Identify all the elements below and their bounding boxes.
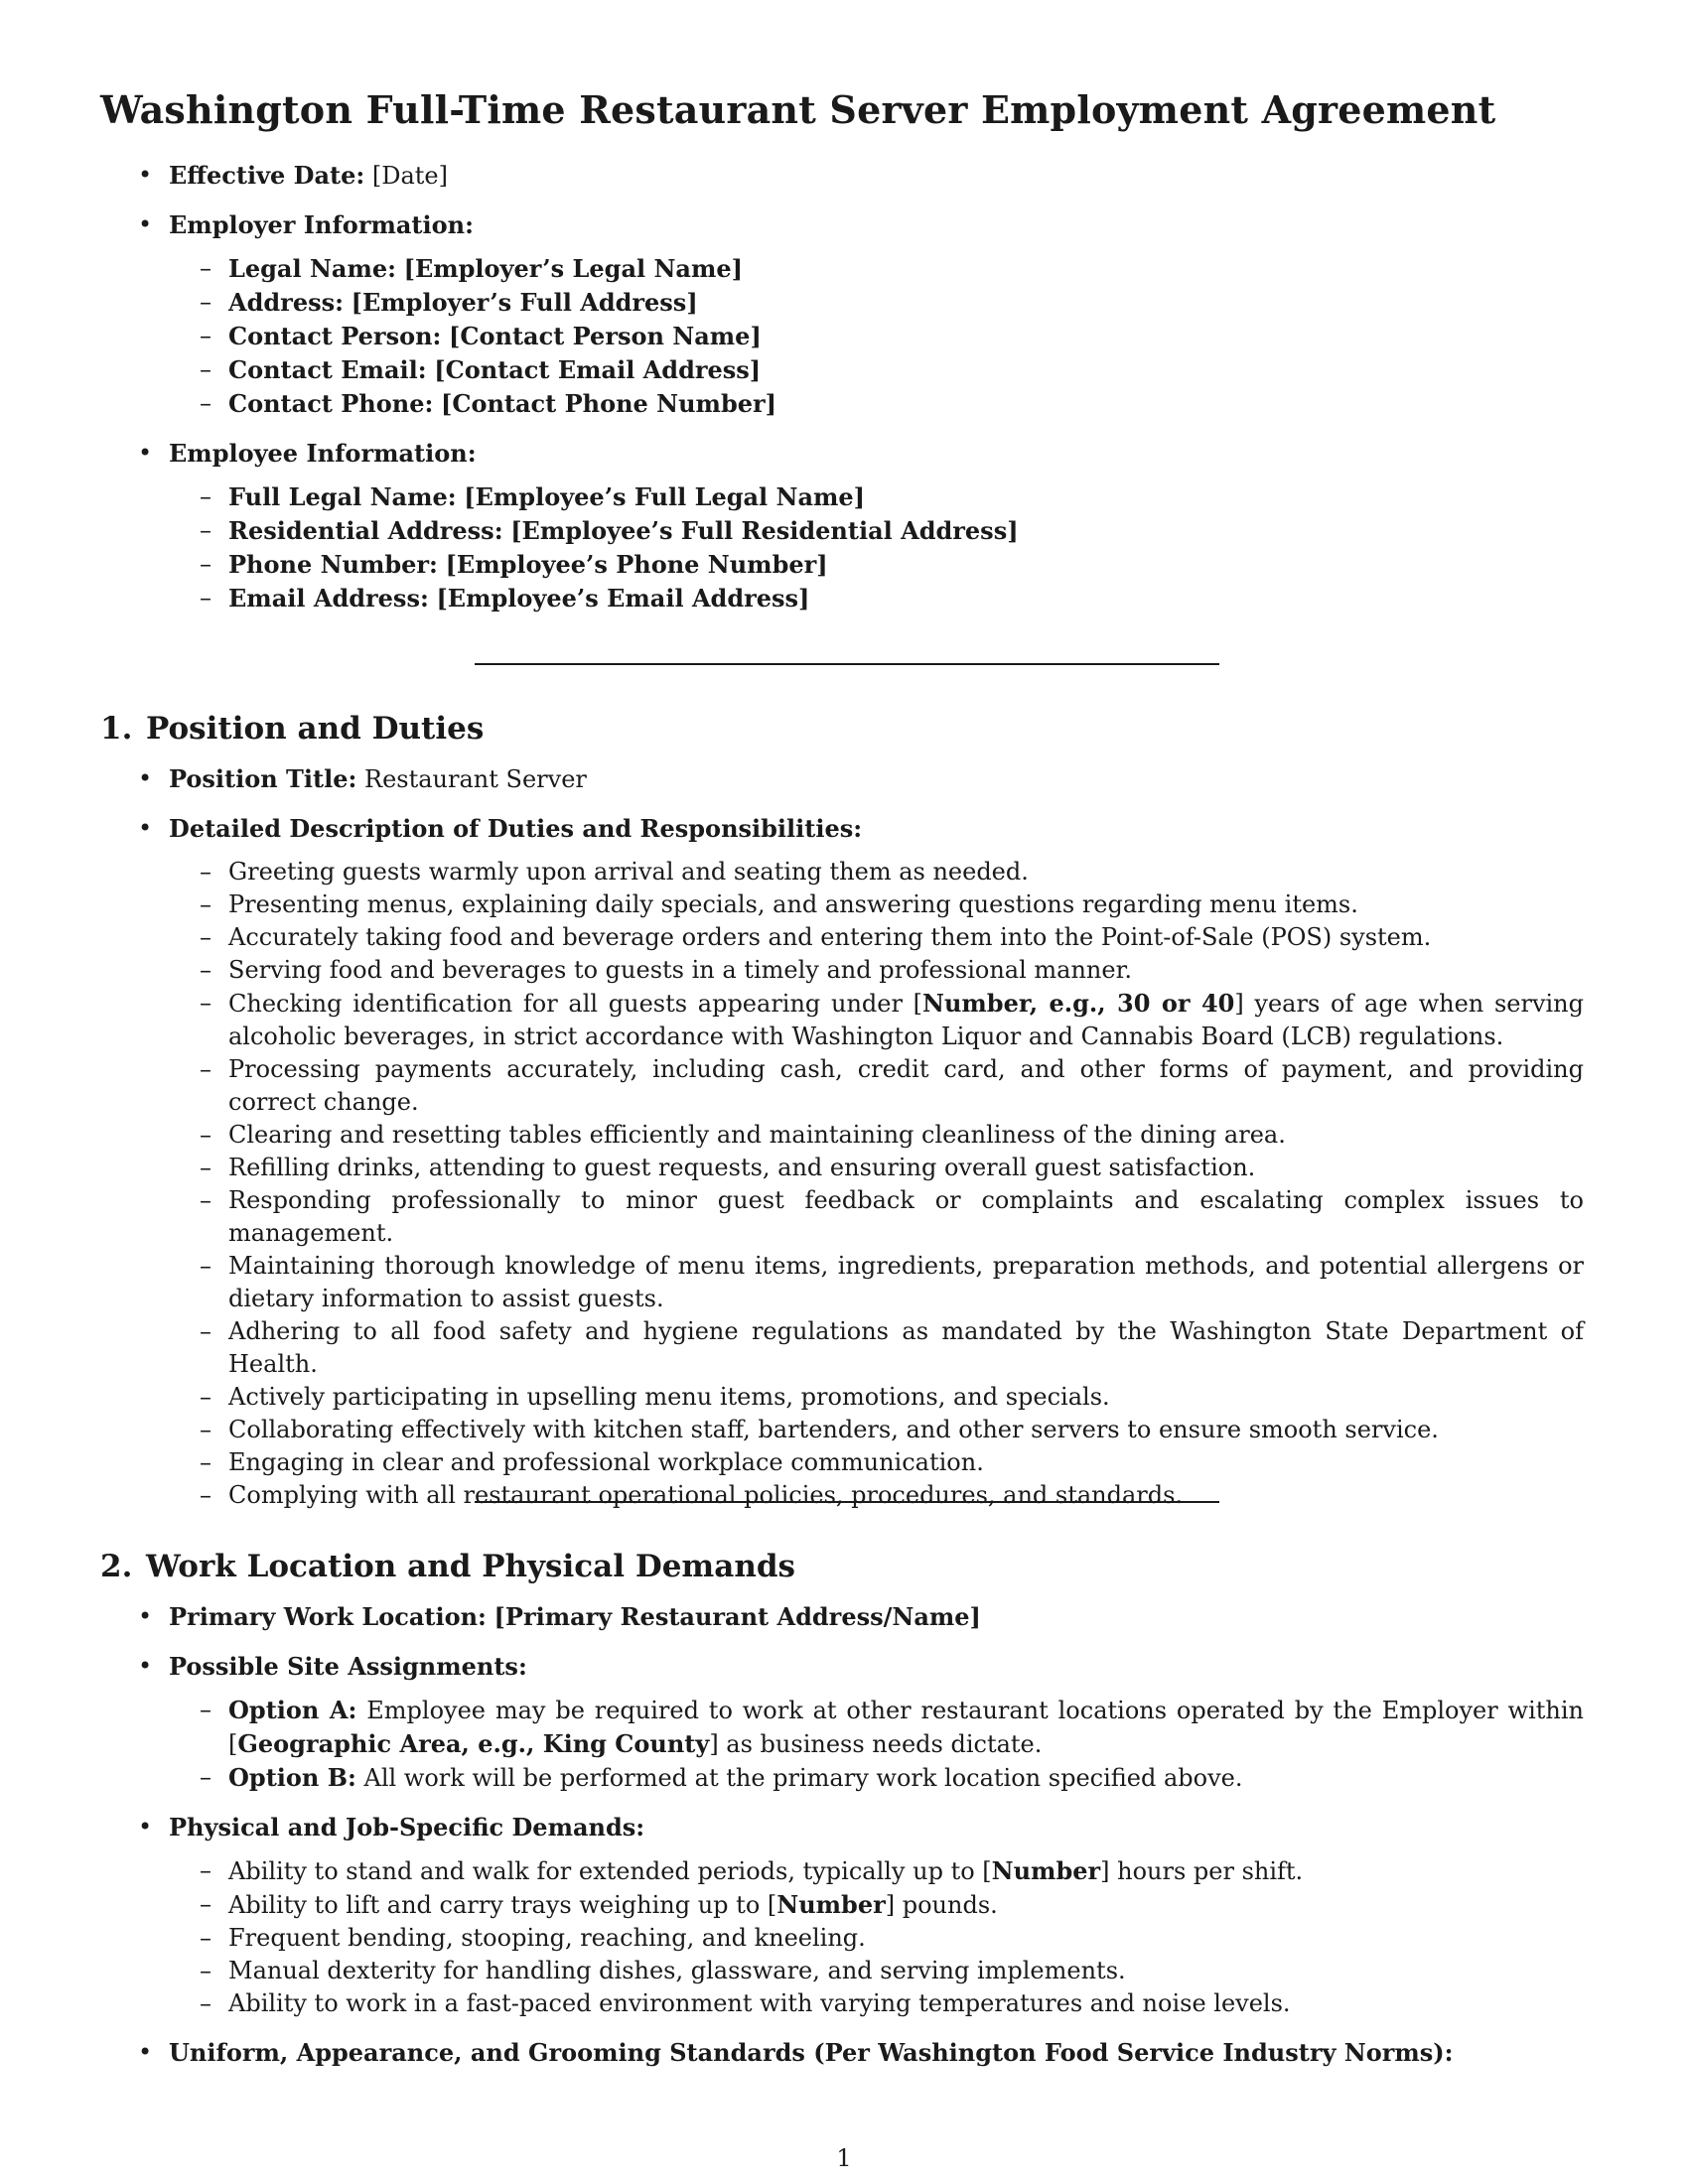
employer-info-label: Employer Information: xyxy=(169,210,474,239)
demand-item: – Ability to work in a fast-paced environment with varying temperatures and noise levels. xyxy=(100,1987,1688,2020)
employer-address: – Address: [Employer’s Full Address] xyxy=(100,286,1123,320)
position-title-value: Restaurant Server xyxy=(364,765,587,793)
primary-location-value: [Primary Restaurant Address/Name] xyxy=(493,1602,981,1631)
section-divider xyxy=(475,1501,1219,1503)
primary-location-item xyxy=(100,1600,1688,1634)
effective-date-value: [Date] xyxy=(371,162,448,190)
physical-demands-item xyxy=(100,1811,1688,1844)
employer-contact-phone: – Contact Phone: [Contact Phone Number] xyxy=(100,387,1123,421)
employee-address: – Residential Address: [Employee’s Full Residential Address] xyxy=(100,514,1123,548)
employee-email: – Email Address: [Employee’s Email Address] xyxy=(100,582,1123,615)
duty-item: – Processing payments accurately, including cash, credit card, and other forms of payment, and providing correct change. xyxy=(100,1053,1688,1119)
duties-list xyxy=(100,856,1688,1512)
duty-item: – Presenting menus, explaining daily specials, and answering questions regarding menu items. xyxy=(100,888,1688,921)
employer-info-item xyxy=(100,208,1123,242)
demand-item: – Manual dexterity for handling dishes, glassware, and serving implements. xyxy=(100,1955,1688,1987)
physical-demands-label: Physical and Job-Specific Demands: xyxy=(169,1813,645,1842)
duty-item-id-check: – Checking identification for all guests appearing under [Number, e.g., 30 or 40] years of age when serving alcoholic beverages, in strict accordance with Washington Liquor and Cannabis Board (LCB) regulations. xyxy=(100,987,1688,1053)
page-number: 1 xyxy=(836,2144,852,2172)
duty-item: – Accurately taking food and beverage orders and entering them into the Point-of-Sale (POS) system. xyxy=(100,921,1688,954)
effective-date-item xyxy=(100,159,1123,193)
demand-item-stand: – Ability to stand and walk for extended periods, typically up to [Number] hours per shift. xyxy=(100,1854,1688,1888)
employee-info-list xyxy=(100,480,1123,615)
agreement-header-info xyxy=(100,159,1123,615)
duty-item: – Refilling drinks, attending to guest requests, and ensuring overall guest satisfaction. xyxy=(100,1152,1688,1184)
employer-contact-email: – Contact Email: [Contact Email Address] xyxy=(100,353,1123,387)
section-2-heading: 2. Work Location and Physical Demands xyxy=(100,1549,795,1584)
section-position-duties xyxy=(100,711,1688,1512)
section-divider xyxy=(475,663,1219,665)
employer-contact-person: – Contact Person: [Contact Person Name] xyxy=(100,320,1123,353)
site-options-list xyxy=(100,1694,1688,1795)
document-title: Washington Full-Time Restaurant Server Employment Agreement xyxy=(100,87,1496,132)
employee-info-item xyxy=(100,437,1123,471)
duties-item xyxy=(100,812,1688,846)
site-assignments-item xyxy=(100,1650,1688,1684)
position-title-label: Position Title: xyxy=(169,764,357,793)
duty-item: – Collaborating effectively with kitchen staff, bartenders, and other servers to ensure smooth service. xyxy=(100,1414,1688,1446)
duty-item: – Actively participating in upselling menu items, promotions, and specials. xyxy=(100,1381,1688,1414)
site-option-a: – Option A: Employee may be required to work at other restaurant locations operated by the Employer within [Geographic Area, e.g., King County] as business needs dictate. xyxy=(100,1694,1688,1761)
employee-legal-name: – Full Legal Name: [Employee’s Full Legal Name] xyxy=(100,480,1123,514)
employer-legal-name: – Legal Name: [Employer’s Legal Name] xyxy=(100,252,1123,286)
uniform-standards-label: Uniform, Appearance, and Grooming Standards (Per Washington Food Service Industry Norms): xyxy=(169,2038,1454,2067)
duty-item: – Serving food and beverages to guests in a timely and professional manner. xyxy=(100,954,1688,987)
effective-date-label: Effective Date: xyxy=(169,161,365,190)
employee-phone: – Phone Number: [Employee’s Phone Number] xyxy=(100,548,1123,582)
site-assignments-label: Possible Site Assignments: xyxy=(169,1652,527,1681)
position-title-item xyxy=(100,762,1688,796)
uniform-standards-item xyxy=(100,2036,1688,2070)
section-1-heading: 1. Position and Duties xyxy=(100,711,485,747)
duty-item: – Responding professionally to minor guest feedback or complaints and escalating complex issues to management. xyxy=(100,1184,1688,1250)
employee-info-label: Employee Information: xyxy=(169,439,477,468)
duty-item: – Complying with all restaurant operational policies, procedures, and standards. xyxy=(100,1479,1688,1512)
demand-item-lift: – Ability to lift and carry trays weighing up to [Number] pounds. xyxy=(100,1888,1688,1922)
duty-item: – Adhering to all food safety and hygiene regulations as mandated by the Washington State Department of Health. xyxy=(100,1315,1688,1381)
employer-info-list xyxy=(100,252,1123,421)
section-work-location xyxy=(100,1549,1688,2070)
duty-item: – Maintaining thorough knowledge of menu items, ingredients, preparation methods, and potential allergens or dietary information to assist guests. xyxy=(100,1250,1688,1315)
duty-item: – Clearing and resetting tables efficiently and maintaining cleanliness of the dining area. xyxy=(100,1119,1688,1152)
primary-location-label: Primary Work Location: xyxy=(169,1602,487,1631)
duty-item: – Greeting guests warmly upon arrival and seating them as needed. xyxy=(100,856,1688,888)
duty-item: – Engaging in clear and professional workplace communication. xyxy=(100,1446,1688,1479)
demand-item: – Frequent bending, stooping, reaching, and kneeling. xyxy=(100,1922,1688,1955)
site-option-b: – Option B: All work will be performed at the primary work location specified above. xyxy=(100,1761,1688,1795)
physical-demands-list xyxy=(100,1854,1688,2020)
duties-label: Detailed Description of Duties and Responsibilities: xyxy=(169,814,863,843)
